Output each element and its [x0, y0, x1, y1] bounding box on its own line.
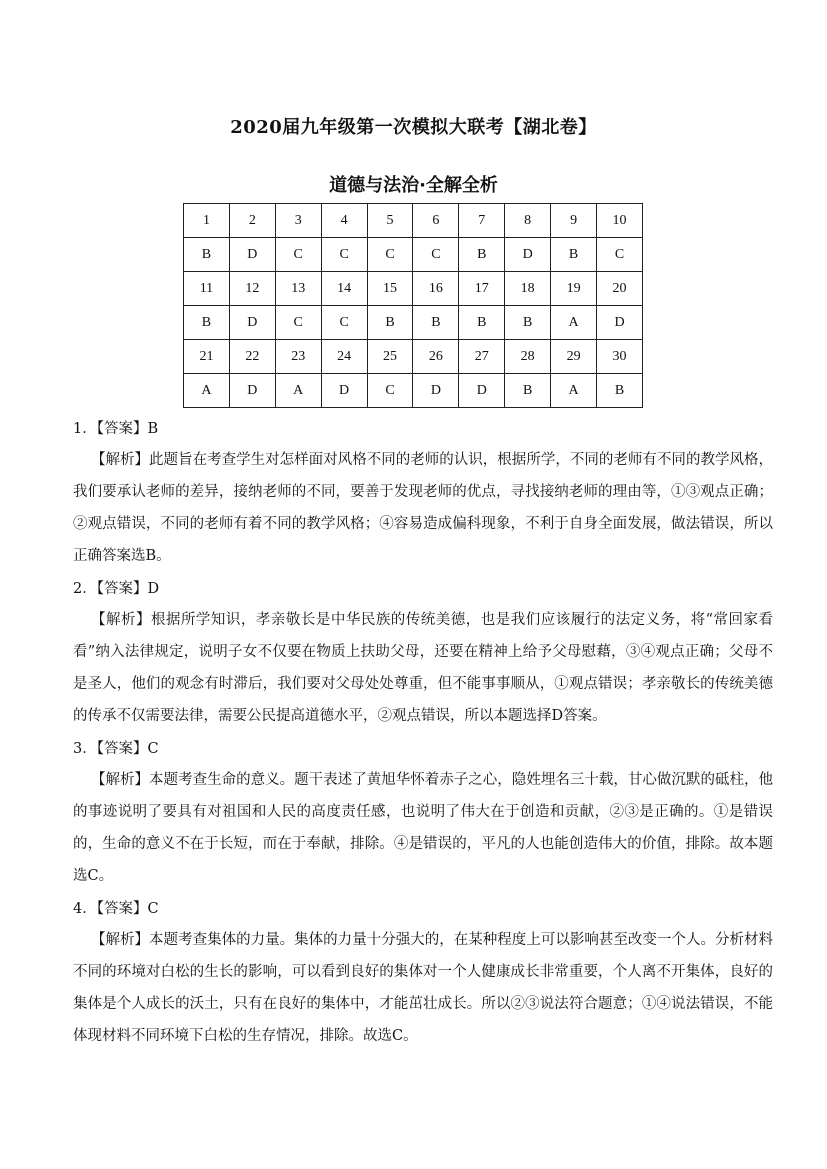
question-number-cell: 6 [413, 204, 459, 238]
analysis-paragraph: 【解析】此题旨在考查学生对怎样面对风格不同的老师的认识，根据所学，不同的老师有不同的教学风格，我们要承认老师的差异，接纳老师的不同，要善于发现老师的优点，寻找接纳老师的理由等，①③观点正确；②观点错误，不同的老师有着不同的教学风格；④容易造成偏科现象，不利于自身全面发展，做法错误，所以正确答案选B。 [73, 452, 773, 564]
question-number-cell: 29 [551, 340, 597, 374]
answer-cell: B [459, 306, 505, 340]
question-number-cell: 3 [275, 204, 321, 238]
question-number-cell: 17 [459, 272, 505, 306]
question-number-cell: 30 [597, 340, 643, 374]
question-number-cell: 15 [367, 272, 413, 306]
question-number-cell: 10 [597, 204, 643, 238]
answer-cell: C [275, 238, 321, 272]
answer-cell: C [367, 374, 413, 408]
question-block [73, 734, 773, 892]
answer-cell: B [505, 374, 551, 408]
question-number-cell: 4 [321, 204, 367, 238]
question-number-cell: 9 [551, 204, 597, 238]
answer-cell: C [597, 238, 643, 272]
analysis-paragraph: 【解析】本题考查生命的意义。题干表述了黄旭华怀着赤子之心，隐姓埋名三十载，甘心做沉默的砥柱，他的事迹说明了要具有对祖国和人民的高度责任感，也说明了伟大在于创造和贡献，②③是正确的。①是错误的，生命的意义不在于长短，而在于奉献，排除。④是错误的，平凡的人也能创造伟大的价值，排除。故本题选C。 [73, 772, 773, 884]
answer-cell: C [413, 238, 459, 272]
question-number-row [184, 272, 643, 306]
answer-cell: D [229, 306, 275, 340]
answer-cell: D [413, 374, 459, 408]
question-number-cell: 24 [321, 340, 367, 374]
question-number-cell: 23 [275, 340, 321, 374]
question-block [73, 574, 773, 732]
document-subtitle: 道德与法治·全解全析 [329, 175, 498, 196]
answer-cell: D [505, 238, 551, 272]
answer-table-body [184, 204, 643, 408]
answer-cell: D [321, 374, 367, 408]
answer-cell: B [184, 306, 230, 340]
answer-cell: B [597, 374, 643, 408]
answer-line: 1．【答案】B [73, 421, 159, 437]
question-number-cell: 14 [321, 272, 367, 306]
answer-cell: A [275, 374, 321, 408]
answer-cell: C [275, 306, 321, 340]
answer-cell: B [505, 306, 551, 340]
answer-row [184, 306, 643, 340]
question-number-cell: 26 [413, 340, 459, 374]
answer-line: 2．【答案】D [73, 581, 160, 597]
document-title: 2020届九年级第一次模拟大联考【湖北卷】 [230, 117, 597, 138]
analysis-paragraph: 【解析】根据所学知识，孝亲敬长是中华民族的传统美德，也是我们应该履行的法定义务，将“常回家看看”纳入法律规定，说明子女不仅要在物质上扶助父母，还要在精神上给予父母慰藉，③④观点正确；父母不是圣人，他们的观念有时滞后，我们要对父母处处尊重，但不能事事顺从，①观点错误；孝亲敬长的传统美德的传承不仅需要法律，需要公民提高道德水平，②观点错误，所以本题选择D答案。 [73, 612, 773, 724]
question-number-cell: 13 [275, 272, 321, 306]
answer-cell: A [551, 306, 597, 340]
question-number-cell: 18 [505, 272, 551, 306]
answer-cell: B [551, 238, 597, 272]
answer-cell: C [321, 238, 367, 272]
answer-line: 4．【答案】C [73, 901, 159, 917]
question-number-cell: 8 [505, 204, 551, 238]
question-number-cell: 16 [413, 272, 459, 306]
answer-cell: A [184, 374, 230, 408]
question-number-row [184, 204, 643, 238]
question-number-cell: 5 [367, 204, 413, 238]
question-number-cell: 21 [184, 340, 230, 374]
answer-table [183, 203, 643, 408]
answer-cell: A [551, 374, 597, 408]
answer-row [184, 374, 643, 408]
answer-cell: B [459, 238, 505, 272]
analysis-section [73, 414, 773, 1054]
analysis-paragraph: 【解析】本题考查集体的力量。集体的力量十分强大的，在某种程度上可以影响甚至改变一个人。分析材料不同的环境对白松的生长的影响，可以看到良好的集体对一个人健康成长非常重要，个人离不开集体，良好的集体是个人成长的沃土，只有在良好的集体中，才能茁壮成长。所以②③说法符合题意；①④说法错误，不能体现材料不同环境下白松的生存情况，排除。故选C。 [73, 932, 773, 1044]
question-number-cell: 19 [551, 272, 597, 306]
question-number-cell: 7 [459, 204, 505, 238]
answer-line: 3．【答案】C [73, 741, 159, 757]
answer-cell: D [597, 306, 643, 340]
question-number-cell: 27 [459, 340, 505, 374]
question-number-row [184, 340, 643, 374]
question-number-cell: 22 [229, 340, 275, 374]
answer-cell: D [459, 374, 505, 408]
answer-cell: B [413, 306, 459, 340]
answer-cell: B [184, 238, 230, 272]
question-block [73, 414, 773, 572]
question-number-cell: 2 [229, 204, 275, 238]
question-number-cell: 20 [597, 272, 643, 306]
question-number-cell: 12 [229, 272, 275, 306]
question-number-cell: 1 [184, 204, 230, 238]
question-number-cell: 11 [184, 272, 230, 306]
answer-cell: D [229, 374, 275, 408]
answer-cell: D [229, 238, 275, 272]
answer-cell: B [367, 306, 413, 340]
answer-cell: C [367, 238, 413, 272]
question-number-cell: 25 [367, 340, 413, 374]
question-number-cell: 28 [505, 340, 551, 374]
question-block [73, 894, 773, 1052]
answer-cell: C [321, 306, 367, 340]
answer-row [184, 238, 643, 272]
